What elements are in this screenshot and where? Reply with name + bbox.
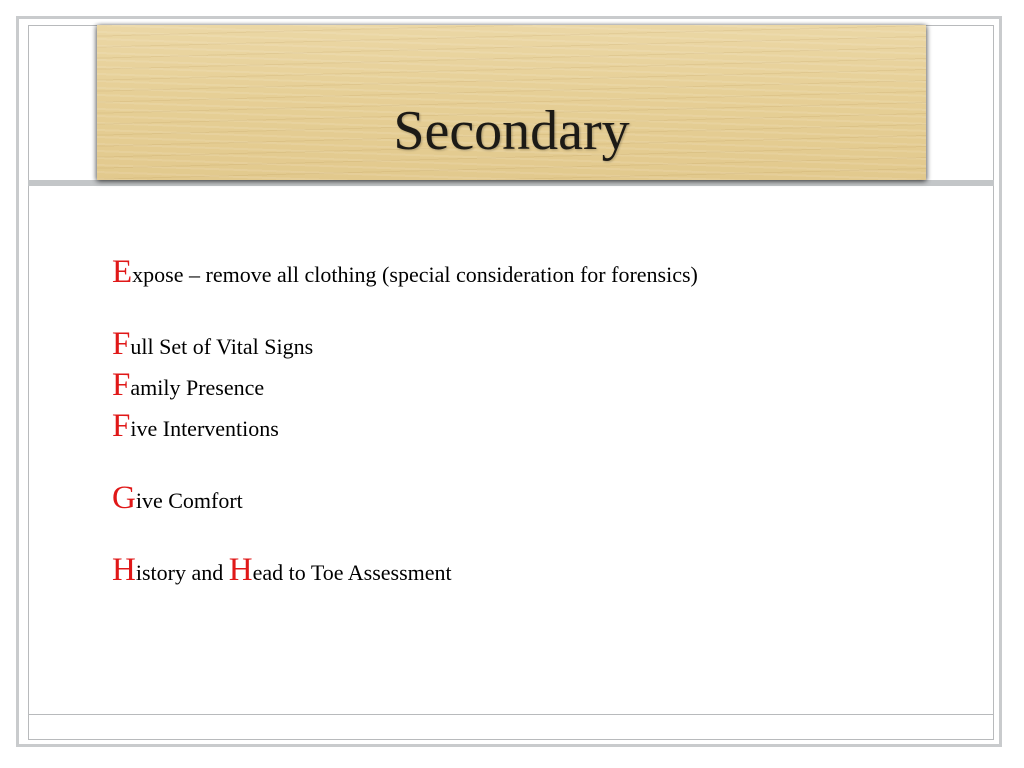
initial-letter: F (112, 408, 131, 444)
line-text: ull Set of Vital Signs (130, 334, 314, 359)
slide-title: Secondary (393, 100, 630, 162)
slide-content (112, 252, 972, 591)
initial-letter: E (112, 254, 133, 290)
bullet-family-presence (112, 365, 972, 406)
initial-letter: H (228, 552, 253, 588)
footer-divider (28, 714, 994, 715)
bullet-expose (112, 252, 972, 293)
initial-letter: G (112, 480, 136, 516)
line-text: istory and (135, 560, 229, 585)
spacer (112, 447, 972, 478)
initial-letter: F (112, 326, 131, 362)
bullet-give-comfort (112, 478, 972, 519)
title-banner (97, 25, 926, 180)
initial-letter: H (112, 552, 136, 588)
header-divider (28, 180, 994, 186)
bullet-history-head-to-toe (112, 550, 972, 591)
line-text: ive Comfort (135, 488, 243, 513)
bullet-five-interventions (112, 406, 972, 447)
bullet-full-set-vital-signs (112, 324, 972, 365)
line-text: ead to Toe Assessment (252, 560, 452, 585)
spacer (112, 293, 972, 324)
line-text: xpose – remove all clothing (special consideration for forensics) (132, 262, 698, 287)
spacer (112, 519, 972, 550)
initial-letter: F (112, 367, 131, 403)
line-text: amily Presence (130, 375, 265, 400)
line-text: ive Interventions (130, 416, 279, 441)
